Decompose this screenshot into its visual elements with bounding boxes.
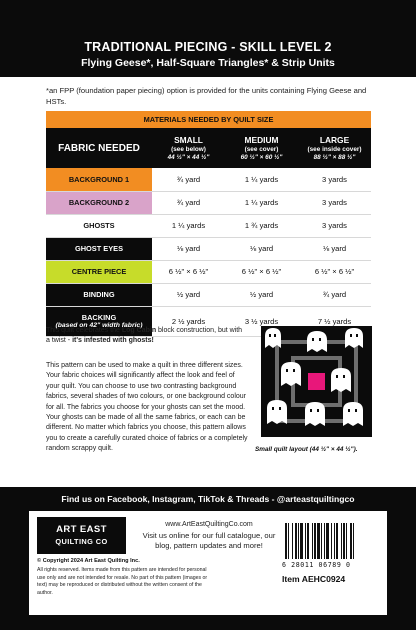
- barcode-bar: [346, 523, 347, 559]
- table-row: [46, 283, 371, 306]
- size-note: (see below): [171, 146, 206, 153]
- quilt-caption: Small quilt layout (44 ½" × 44 ½").: [255, 446, 358, 453]
- size-header-medium: [225, 128, 298, 168]
- ghost-eye: [293, 369, 295, 372]
- qty-large: 3 yards: [298, 168, 371, 191]
- logo-line-2: QUILTING CO: [55, 537, 108, 546]
- size-header-large: [298, 128, 371, 168]
- quilt-layout-image: [261, 326, 372, 437]
- materials-heading: MATERIALS NEEDED BY QUILT SIZE: [46, 111, 371, 128]
- barcode-bar: [326, 523, 329, 559]
- quilt-centre-piece: [308, 373, 325, 390]
- page-title: TRADITIONAL PIECING - SKILL LEVEL 2: [84, 40, 332, 54]
- ghost-bottom-left: [267, 400, 287, 424]
- table-row: [46, 260, 371, 283]
- ghost-middle-left: [281, 362, 301, 386]
- barcode-bar: [314, 523, 316, 559]
- intro-text: block construction, but with a twist -: [46, 327, 243, 344]
- materials-table: [46, 111, 371, 337]
- ghost-body: [307, 331, 327, 352]
- ghost-middle-right: [331, 368, 351, 392]
- barcode-bar: [341, 523, 342, 559]
- materials-size-row: [46, 128, 371, 168]
- barcode-bar: [321, 523, 322, 559]
- intro-bold-log-cabin: Log Cabin: [121, 327, 157, 334]
- size-name: MEDIUM: [244, 135, 279, 145]
- size-name: LARGE: [319, 135, 350, 145]
- ghost-eye: [317, 409, 319, 412]
- barcode-bar: [312, 523, 313, 559]
- materials-heading-row: [46, 111, 371, 128]
- ghost-eye: [350, 334, 352, 337]
- ghost-body: [281, 362, 301, 386]
- barcode-icon: [282, 523, 380, 559]
- rights-notice: All rights reserved. Items made from this pattern are intended for personal use only and are not intended for resale. No part of this pattern (images or text) may be reproduced or distributed without the written consent of the author.: [37, 567, 208, 596]
- website-text: Visit us online for our full catalogue, our blog, pattern updates and more!: [142, 530, 276, 551]
- intro-bold-ghosts: it's infested with ghosts!: [72, 337, 154, 344]
- qty-medium: 6 ½" × 6 ½": [225, 260, 298, 283]
- copyright: [37, 558, 140, 564]
- qty-medium: ⅛ yard: [225, 237, 298, 260]
- ghost-eye: [356, 334, 358, 337]
- ghost-body: [331, 368, 351, 392]
- ghost-eye: [286, 369, 288, 372]
- ghost-eye: [274, 334, 276, 337]
- fabric-name: GHOSTS: [46, 214, 152, 237]
- table-row: [46, 191, 371, 214]
- quilt-strip: [291, 356, 342, 360]
- barcode-bar: [292, 523, 293, 559]
- fabric-note: (based on 42" width fabric): [55, 322, 143, 329]
- barcode-bar: [300, 523, 303, 559]
- size-header-small: [152, 128, 225, 168]
- fabric-name: BACKING: [81, 313, 117, 322]
- barcode-bar: [343, 523, 345, 559]
- size-dims: 44 ½" × 44 ½": [167, 154, 210, 161]
- ghost-body: [345, 328, 363, 348]
- ghost-eye: [272, 407, 274, 410]
- qty-medium: 3 ½ yards: [225, 306, 298, 336]
- size-dims: 88 ½" × 88 ½": [313, 154, 356, 161]
- ghost-body: [267, 400, 287, 424]
- intro-paragraph-2: This pattern can be used to make a quilt in three different sizes. Your fabric choices will significantly affect the look and feel of your quilt. You can choose to use two contrasting background fabrics, several shades of two colours, or one background colour for all. The fabrics you choose for your ghosts can set the mood. Your ghosts can be made of all the same fabrics, or each can be different. No matter which fabrics you choose, this pattern allows you to create a carefully curated choice of fabrics or a completely random scrappy quilt.: [46, 362, 248, 453]
- social-media-line: Find us on Facebook, Instagram, TikTok & Threads - @arteastquiltingco: [61, 494, 355, 504]
- barcode-bar: [298, 523, 299, 559]
- size-dims: 60 ½" × 60 ½": [240, 154, 283, 161]
- table-row: [46, 237, 371, 260]
- size-note: (see cover): [244, 146, 279, 153]
- qty-medium: 1 ¾ yards: [225, 214, 298, 237]
- header-band: [0, 0, 416, 77]
- qty-medium: 1 ¼ yards: [225, 191, 298, 214]
- item-number: Item AEHC0924: [282, 574, 346, 584]
- intro-text: This quilt celebrates the: [46, 327, 122, 334]
- ghost-eye: [355, 409, 357, 412]
- fabric-name: CENTRE PIECE: [46, 260, 152, 283]
- qty-small: 1 ¼ yards: [152, 214, 225, 237]
- barcode-bar: [336, 523, 338, 559]
- ghost-bottom-right: [343, 402, 363, 426]
- barcode-bar: [285, 523, 287, 559]
- qty-small: 6 ½" × 6 ½": [152, 260, 225, 283]
- ghost-eye: [319, 338, 321, 341]
- table-row: [46, 168, 371, 191]
- website-block: [140, 520, 278, 552]
- barcode-bar: [307, 523, 309, 559]
- qty-large: 6 ½" × 6 ½": [298, 260, 371, 283]
- page-subtitle: Flying Geese*, Half-Square Triangles* & Strip Units: [81, 57, 335, 69]
- qty-medium: ½ yard: [225, 283, 298, 306]
- copyright-text: Copyright 2024 Art East Quilting Inc.: [42, 558, 140, 564]
- ghost-body: [305, 402, 325, 426]
- logo-line-1: ART EAST: [56, 524, 107, 535]
- qty-small: ¾ yard: [152, 191, 225, 214]
- barcode-bar: [295, 523, 297, 559]
- barcode-bar: [324, 523, 325, 559]
- barcode-bar: [334, 523, 335, 559]
- qty-medium: 1 ¼ yards: [225, 168, 298, 191]
- qty-large: ⅛ yard: [298, 237, 371, 260]
- barcode-bar: [353, 523, 354, 559]
- qty-large: 7 ½ yards: [298, 306, 371, 336]
- ghost-eye: [279, 407, 281, 410]
- ghost-bottom-middle: [305, 402, 325, 426]
- website-url[interactable]: www.ArtEastQuiltingCo.com: [165, 521, 253, 528]
- qty-small: ⅛ yard: [152, 237, 225, 260]
- art-east-logo: [37, 517, 126, 554]
- fabric-name: GHOST EYES: [46, 237, 152, 260]
- qty-small: 2 ½ yards: [152, 306, 225, 336]
- ghost-eye: [343, 375, 345, 378]
- fpp-note: *an FPP (foundation paper piecing) option is provided for the units containing Flying Geese and HSTs.: [46, 86, 367, 106]
- intro-paragraph-1: [46, 326, 246, 346]
- ghost-eye: [269, 334, 271, 337]
- qty-small: ½ yard: [152, 283, 225, 306]
- qty-large: 3 yards: [298, 191, 371, 214]
- fabric-name: BACKGROUND 1: [46, 168, 152, 191]
- ghost-body: [343, 402, 363, 426]
- barcode-bar: [305, 523, 306, 559]
- size-name: SMALL: [174, 135, 203, 145]
- barcode-bar: [288, 523, 289, 559]
- qty-large: ¾ yard: [298, 283, 371, 306]
- barcode-number: 6 28011 06789 0: [282, 561, 351, 569]
- fabric-name: BACKGROUND 2: [46, 191, 152, 214]
- fabric-needed-label: FABRIC NEEDED: [46, 128, 152, 168]
- ghost-top-middle: [307, 331, 327, 352]
- qty-small: ¾ yard: [152, 168, 225, 191]
- ghost-eye: [310, 409, 312, 412]
- ghost-top-right: [345, 328, 363, 348]
- barcode-bar: [350, 523, 352, 559]
- qty-large: 3 yards: [298, 214, 371, 237]
- table-row: [46, 214, 371, 237]
- fabric-name: BINDING: [46, 283, 152, 306]
- barcode-bar: [317, 523, 320, 559]
- ghost-body: [265, 328, 281, 348]
- barcode-bar: [331, 523, 332, 559]
- ghost-eye: [348, 409, 350, 412]
- ghost-top-left: [265, 328, 281, 348]
- ghost-eye: [336, 375, 338, 378]
- copyright-icon: ©: [37, 558, 42, 564]
- ghost-eye: [312, 338, 314, 341]
- size-note: (see inside cover): [307, 146, 362, 153]
